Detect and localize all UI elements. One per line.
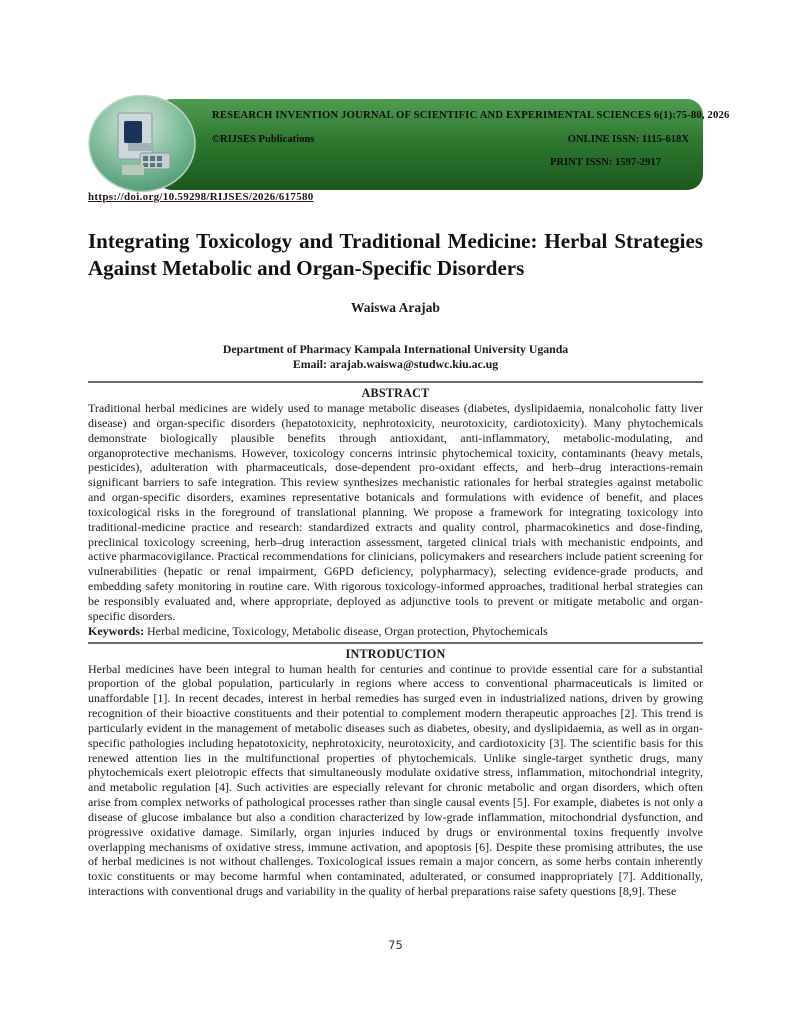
abstract-heading: ABSTRACT — [361, 386, 430, 400]
keywords-label: Keywords: — [88, 623, 144, 638]
divider-above-introduction — [88, 642, 703, 644]
introduction-heading: INTRODUCTION — [345, 646, 446, 661]
keywords-value: Herbal medicine, Toxicology, Metabolic disease, Organ protection, Phytochemicals — [144, 623, 548, 638]
print-issn: PRINT ISSN: 1597-2917 — [549, 157, 661, 168]
affiliation-block — [88, 342, 703, 372]
journal-title-line: RESEARCH INVENTION JOURNAL OF SCIENTIFIC AND EXPERIMENTAL SCIENCES 6(1):75-80, 2026 — [212, 110, 730, 121]
introduction-text: Herbal medicines have been integral to human health for centuries and continue to provide essential care for a substantial proportion of the global population, particularly in regions where access to conventional pharmaceuticals is limited or unaffordable [1]. In recent decades, interest in herbal remedies has surged even in industrialized nations, driven by growing recognition of their bioactive constituents and their potential to complement modern therapeutic approaches [2]. This trend is particularly evident in the management of metabolic diseases such as diabetes, obesity, and dyslipidaemia, as well as in organ-specific pathologies including hepatotoxicity, nephrotoxicity, neurotoxicity, and cardiotoxicity [3]. The scientific basis for this renewed attention lies in the multifunctional properties of phytochemicals. Unlike single-target synthetic drugs, many phytochemicals exert pleiotropic effects that simultaneously modulate oxidative stress, inflammation, mitochondrial integrity, and metabolic regulation [4]. Such activities are especially relevant for chronic metabolic and organ disorders, which often arise from complex networks of pathological processes rather than single causal events [5]. For example, diabetes is not only a disease of glucose imbalance but also a condition characterized by low-grade inflammation, mitochondrial dysfunction, and progressive oxidative damage. Similarly, organ injuries induced by drugs or environmental toxins frequently involve overlapping mechanisms of oxidative stress, immune activation, and apoptosis [6]. Despite these promising attributes, the use of herbal medicines is not without challenges. Toxicological issues remain a major concern, as some herbs contain inherently toxic constituents or may become harmful when contaminated, adulterated, or consumed inappropriately [7]. Additionally, interactions with conventional drugs and variability in the quality of herbal preparations raise safety questions [8,9]. These — [88, 661, 703, 899]
journal-header — [88, 95, 730, 192]
divider-above-abstract — [88, 381, 703, 383]
affiliation: Department of Pharmacy Kampala International University Uganda — [222, 342, 569, 356]
journal-banner — [156, 99, 730, 190]
publisher-label: ©RIJSES Publications — [212, 134, 315, 145]
page-number: 75 — [388, 938, 403, 952]
keywords-line — [88, 624, 703, 639]
abstract-text: Traditional herbal medicines are widely used to manage metabolic diseases (diabetes, dyslipidaemia, nonalcoholic fatty liver disease) and organ-specific disorders (hepatotoxicity, nephrotoxicity, neurotoxicity, cardiotoxicity). Many phytochemicals demonstrate biologically plausible benefits through antioxidant, anti-inflammatory, metabolic-modulating, and organoprotective mechanisms. However, toxicology concerns intrinsic phytochemical toxicity, contaminants (heavy metals, pesticides), adulteration with pharmaceuticals, dose-dependent pro-oxidant effects, and herb–drug interactions-remain significant barriers to safe integration. This review synthesizes mechanistic rationales for herbal strategies against metabolic and organ-specific disorders, examines representative botanicals and formulations with evidence of benefit, and places toxicological risks in the foreground of translational planning. We propose a framework for integrating toxicology into traditional-medicine practice and research: standardized extracts and quality control, pharmacokinetics and dose-finding, preclinical toxicology screening, herb–drug interaction assessment, targeted clinical trials with mechanistic endpoints, and active pharmacovigilance. Practical recommendations for clinicians, policymakers and researchers include patient screening for vulnerabilities (hepatic or renal impairment, G6PD deficiency, polypharmacy), selecting evidence-grade products, and embedding safety monitoring in routine care. With rigorous toxicology-informed approaches, traditional herbal strategies can be responsibly evaluated and, where appropriate, deployed as adjunctive tools to prevent or mitigate metabolic and organ-specific disorders. — [88, 401, 703, 623]
article-title: Integrating Toxicology and Traditional Medicine: Herbal Strategies Against Metabolic and Organ-Specific Disorders — [88, 229, 703, 280]
author-name: Waiswa Arajab — [351, 300, 440, 315]
author-email: Email: arajab.waiswa@studwc.kiu.ac.ug — [292, 357, 499, 371]
online-issn: ONLINE ISSN: 1115-618X — [567, 134, 689, 145]
doi-link[interactable]: https://doi.org/10.59298/RIJSES/2026/617580 — [88, 191, 314, 203]
journal-logo-icon — [88, 95, 196, 192]
